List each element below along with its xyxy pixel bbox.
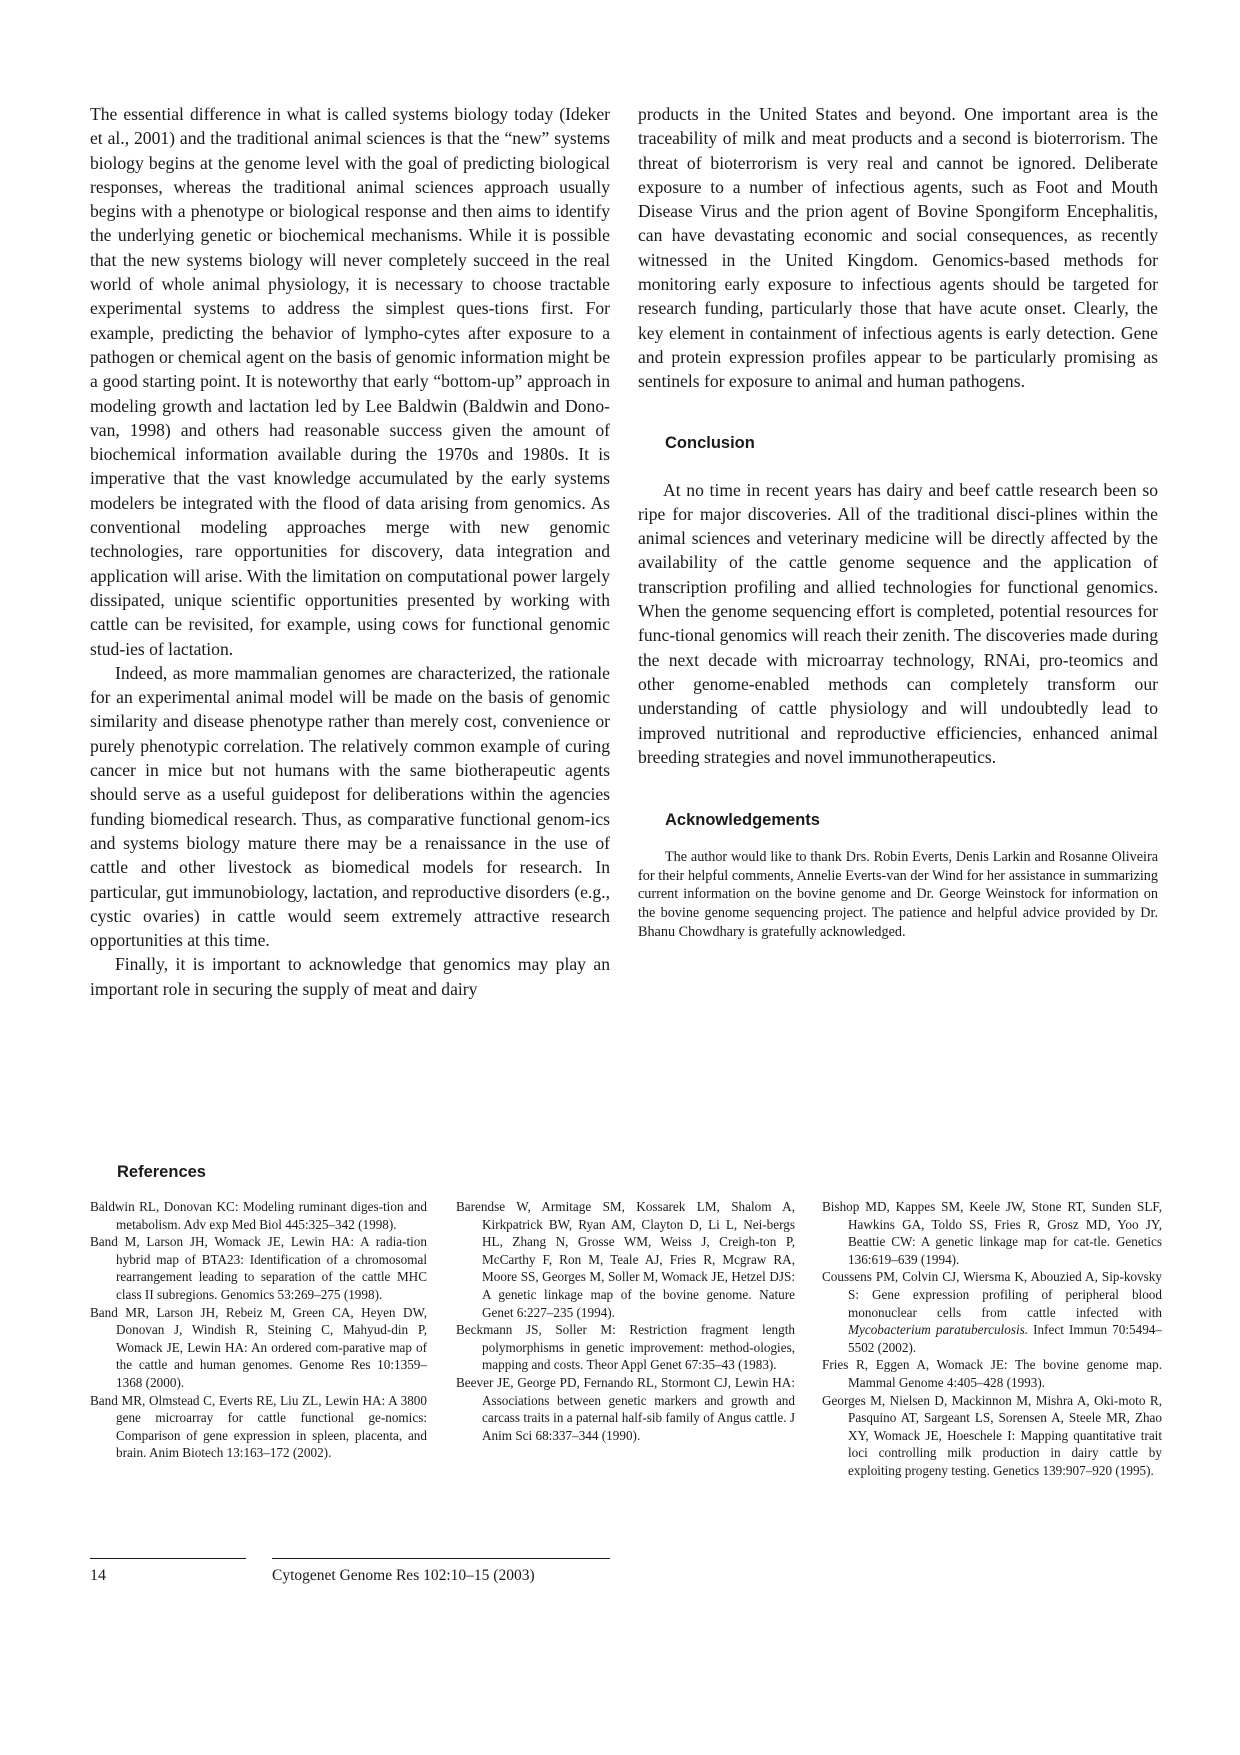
footer-rule	[272, 1558, 610, 1559]
body-paragraph: The essential difference in what is called systems biology today (Ideker et al., 2001) and the traditional animal sciences is that the “new” systems biology begins at the genome level with the goal of predicting biological responses, whereas the traditional animal sciences approach usually begins with a phenotype or biological response and then aims to identify the underlying genetic or biochemical mechanisms. While it is possible that the new systems biology will never completely succeed in the real world of whole animal physiology, it is necessary to choose tractable experimental systems to address the simplest ques-tions first. For example, predicting the behavior of lympho-cytes after exposure to a pathogen or chemical agent on the basis of genomic information might be a good starting point. It is noteworthy that early “bottom-up” approach in modeling growth and lactation led by Lee Baldwin (Baldwin and Dono-van, 1998) and others had reasonable success given the amount of biochemical information available during the 1970s and 1980s. It is imperative that the vast knowledge accumulated by the early systems modelers be integrated with the flood of data arising from genomics. As conventional modeling approaches merge with new genomic technologies, rare opportunities for discovery, data integration and application will arise. With the limitation on computational power largely dissipated, unique scientific opportunities presented by working with cattle can be revisited, for example, using cows for functional genomic stud-ies of lactation.	[90, 104, 610, 659]
reference-item: Beever JE, George PD, Fernando RL, Stormont CJ, Lewin HA: Associations between genetic markers and growth and carcass traits in a paternal half-sib family of Angus cattle. J Anim Sci 68:337–344 (1990).	[456, 1374, 795, 1443]
conclusion-section	[638, 478, 1158, 770]
reference-item: Bishop MD, Kappes SM, Keele JW, Stone RT, Sunden SLF, Hawkins GA, Toldo SS, Fries R, Grosz MD, Yoo JY, Beattie CW: A genetic linkage map for cat-tle. Genetics 136:619–639 (1994).	[822, 1199, 1162, 1267]
reference-item: Coussens PM, Colvin CJ, Wiersma K, Abouzied A, Sip-kovsky S: Gene expression profiling of peripheral blood mononuclear cells from cattle infected with Mycobacterium paratuberculosis. Infect Immun 70:5494–5502 (2002).	[822, 1269, 1162, 1355]
reference-item: Beckmann JS, Soller M: Restriction fragment length polymorphisms in genetic improvement: method-ologies, mapping and costs. Theor Appl Genet 67:35–43 (1983).	[456, 1322, 795, 1373]
references-column-3	[822, 1198, 1162, 1480]
references-heading: References	[117, 1163, 206, 1181]
acknowledgements-paragraph: The author would like to thank Drs. Robin Everts, Denis Larkin and Rosanne Oliveira for their helpful comments, Annelie Everts-van der Wind for her assistance in summarizing current information on the bovine genome and Dr. George Weinstock for information on the bovine genome sequencing project. The patience and helpful advice provided by Dr. Bhanu Chowdhary is gratefully acknowledged.	[638, 849, 1158, 940]
body-paragraph-continued: products in the United States and beyond. One important area is the traceability of milk and meat products and a second is bioterrorism. The threat of bioterrorism is very real and cannot be ignored. Deliberate exposure to a number of infectious agents, such as Foot and Mouth Disease Virus and the prion agent of Bovine Spongiform Encephalitis, can have devastating economic and social consequences, as recently witnessed in the United Kingdom. Genomics-based methods for monitoring early exposure to infectious agents should be targeted for research funding, particularly those that have acute onset. Clearly, the key element in containment of infectious agents is early detection. Gene and protein expression profiles appear to be particularly promising as sentinels for exposure to animal and human pathogens.	[638, 104, 1158, 392]
conclusion-paragraph: At no time in recent years has dairy and beef cattle research been so ripe for major discoveries. All of the traditional disci-plines within the animal sciences and veterinary medicine will be directly affected by the availability of the cattle genome sequence and the application of transcription profiling and allied technologies for functional genomics. When the genome sequencing effort is completed, potential resources for func-tional genomics will reach their zenith. The discoveries made during the next decade with microarray technology, RNAi, pro-teomics and other genome-enabled methods can completely transform our understanding of cattle physiology and will undoubtedly lead to improved nutritional and reproductive efficiencies, enhanced animal breeding strategies and novel immunotherapeutics.	[638, 479, 1158, 767]
reference-item: Barendse W, Armitage SM, Kossarek LM, Shalom A, Kirkpatrick BW, Ryan AM, Clayton D, Li L, Nei-bergs HL, Zhang N, Grosse WM, Weiss J, Creigh-ton P, McCarthy F, Ron M, Teale AJ, Fries R, Mcgraw RA, Moore SS, Georges M, Soller M, Womack JE, Hetzel DJS: A genetic linkage map of the bovine genome. Nature Genet 6:227–235 (1994).	[456, 1199, 795, 1320]
footer-rule	[90, 1558, 246, 1559]
body-paragraph: Finally, it is important to acknowledge that genomics may play an important role in securing the supply of meat and dairy	[90, 954, 610, 999]
references-column-2	[456, 1198, 795, 1444]
references-column-1	[90, 1198, 427, 1462]
page-number: 14	[90, 1567, 106, 1584]
conclusion-heading: Conclusion	[665, 433, 755, 452]
body-column-left	[90, 102, 610, 1001]
reference-item: Band M, Larson JH, Womack JE, Lewin HA: A radia-tion hybrid map of BTA23: Identification of a chromosomal rearrangement leading to separation of the cattle MHC class II subregions. Genomics 53:269–275 (1998).	[90, 1234, 427, 1302]
reference-item: Band MR, Olmstead C, Everts RE, Liu ZL, Lewin HA: A 3800 gene microarray for cattle functional ge-nomics: Comparison of gene expression in spleen, placenta, and brain. Anim Biotech 13:163–172 (2002).	[90, 1392, 427, 1461]
reference-item: Band MR, Larson JH, Rebeiz M, Green CA, Heyen DW, Donovan J, Windish R, Steining C, Mahyud-din P, Womack JE, Lewin HA: An ordered com-parative map of the cattle and human genomes. Genome Res 10:1359–1368 (2000).	[90, 1304, 427, 1390]
reference-item: Baldwin RL, Donovan KC: Modeling ruminant diges-tion and metabolism. Adv exp Med Biol 445:325–342 (1998).	[90, 1199, 427, 1232]
reference-item: Fries R, Eggen A, Womack JE: The bovine genome map. Mammal Genome 4:405–428 (1993).	[822, 1357, 1162, 1390]
reference-item: Georges M, Nielsen D, Mackinnon M, Mishra A, Oki-moto R, Pasquino AT, Sargeant LS, Sorensen A, Steele MR, Zhao XY, Womack JE, Hoeschele I: Mapping quantitative trait loci controlling milk production in dairy cattle by exploiting progeny testing. Genetics 139:907–920 (1995).	[822, 1392, 1162, 1478]
acknowledgements-heading: Acknowledgements	[665, 811, 820, 830]
body-paragraph: Indeed, as more mammalian genomes are characterized, the rationale for an experimental animal model will be made on the basis of genomic similarity and disease phenotype rather than merely cost, convenience or purely phenotypic correlation. The relatively common example of curing cancer in mice but not humans with the same biotherapeutic agents should serve as a useful guidepost for deliberations within the agencies funding biomedical research. Thus, as comparative functional genom-ics and systems biology mature there may be a renaissance in the use of cattle and other livestock as biomedical models for research. In particular, gut immunobiology, lactation, and reproductive disorders (e.g., cystic ovaries) in cattle would seem extremely attractive research opportunities at this time.	[90, 662, 610, 951]
journal-citation: Cytogenet Genome Res 102:10–15 (2003)	[272, 1567, 535, 1584]
species-name: Mycobacterium paratuberculosis.	[848, 1322, 1029, 1338]
body-column-right	[638, 102, 1158, 941]
